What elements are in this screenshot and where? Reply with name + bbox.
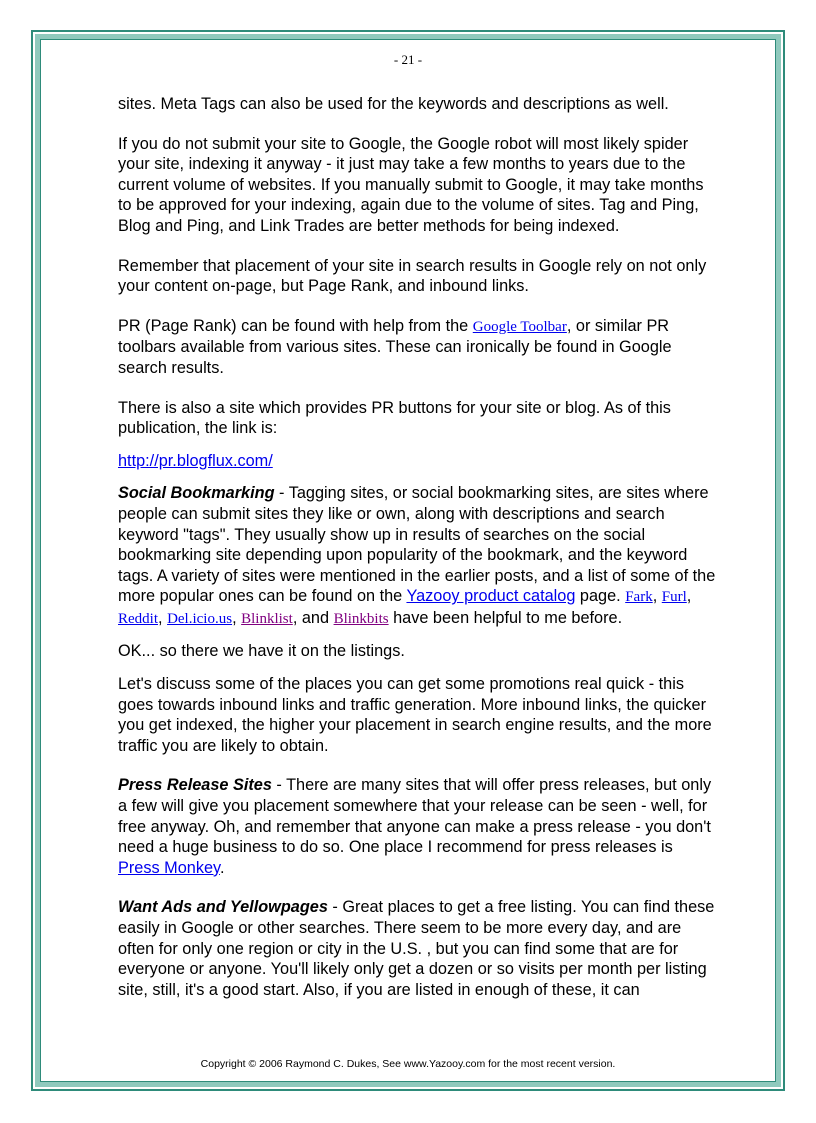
text: have been helpful to me before. xyxy=(388,608,623,627)
text: , xyxy=(232,608,242,627)
press-monkey-link[interactable]: Press Monkey xyxy=(118,858,220,877)
text: page. xyxy=(575,587,626,606)
copyright-footer: Copyright © 2006 Raymond C. Dukes, See www.Yazooy.com for the most recent version. xyxy=(200,1058,616,1070)
blinklist-link[interactable]: Blinklist xyxy=(241,610,293,627)
paragraph-page-rank xyxy=(118,316,718,379)
text: . xyxy=(219,858,225,877)
paragraph-pr-buttons: There is also a site which provides PR buttons for your site or blog. As of this publication, the link is: xyxy=(118,398,671,438)
paragraph-listings: OK... so there we have it on the listings. xyxy=(118,642,405,661)
paragraph-meta-tags: sites. Meta Tags can also be used for the keywords and descriptions as well. xyxy=(118,95,669,113)
fark-link[interactable]: Fark xyxy=(625,589,653,606)
delicious-link[interactable]: Del.icio.us xyxy=(167,610,233,627)
reddit-link[interactable]: Reddit xyxy=(118,610,158,627)
text: - There are many sites that will offer press releases, but only a few will give you placement somewhere that your release can be seen - well, for free anyway. Oh, and remember that anyone can make a press release - you don't need a huge business to do so. One place I recommend for press releases is xyxy=(118,776,712,857)
text: - Great places to get a free listing. You can find these easily in Google or other searches. There seem to be more every day, and are often for only one region or city in the U.S. , but you can find some that are for everyone or anyone. You'll likely only get a dozen or so visits per month per listing site, still, it's a good start. Also, if you are listed in enough of these, it can xyxy=(118,898,715,999)
text: - Tagging sites, or social bookmarking sites, are sites where people can submit sites they like or own, along with descriptions and search keyword "tags". They usually show up in results of searches on the social bookmarking site depending upon popularity of the bookmark, and the keyword tags. A variety of sites were mentioned in the earlier posts, and a list of some of the more popular ones can be found on the xyxy=(118,484,716,606)
blinkbits-link[interactable]: Blinkbits xyxy=(333,610,389,627)
yazooy-catalog-link[interactable]: Yazooy product catalog xyxy=(406,587,576,606)
paragraph-placement: Remember that placement of your site in search results in Google rely on not only your content on-page, but Page Rank, and inbound links. xyxy=(118,256,707,296)
furl-link[interactable]: Furl xyxy=(661,589,687,606)
paragraph-blogflux xyxy=(118,451,718,472)
section-lead: Press Release Sites xyxy=(118,776,272,795)
document-body xyxy=(118,94,718,1019)
paragraph-social-bookmarking xyxy=(118,483,718,629)
blogflux-link[interactable]: http://pr.blogflux.com/ xyxy=(118,451,273,470)
section-lead: Social Bookmarking xyxy=(118,484,275,503)
text: , xyxy=(652,587,662,606)
text: , xyxy=(686,587,692,606)
section-lead: Want Ads and Yellowpages xyxy=(118,898,328,917)
paragraph-press-release xyxy=(118,775,718,878)
text: PR (Page Rank) can be found with help from the xyxy=(118,316,473,335)
page-number: - 21 - xyxy=(393,52,423,67)
text: , xyxy=(158,608,168,627)
text: , and xyxy=(292,608,334,627)
paragraph-promotions: Let's discuss some of the places you can get some promotions real quick - this goes towards inbound links and traffic generation. More inbound links, the quicker you get indexed, the higher your placement in search engine results, and the more traffic you are likely to obtain. xyxy=(118,675,712,755)
google-toolbar-link[interactable]: Google Toolbar xyxy=(472,318,567,335)
paragraph-google-submit: If you do not submit your site to Google, the Google robot will most likely spider your site, indexing it anyway - it just may take a few months to years due to the current volume of websites. If you manually submit to Google, it may take months to be approved for your indexing, again due to the volume of sites. Tag and Ping, Blog and Ping, and Link Trades are better methods for being indexed. xyxy=(118,134,704,235)
paragraph-want-ads xyxy=(118,897,718,1000)
text: , or similar PR toolbars available from various sites. These can ironically be found in Google search results. xyxy=(118,316,672,377)
